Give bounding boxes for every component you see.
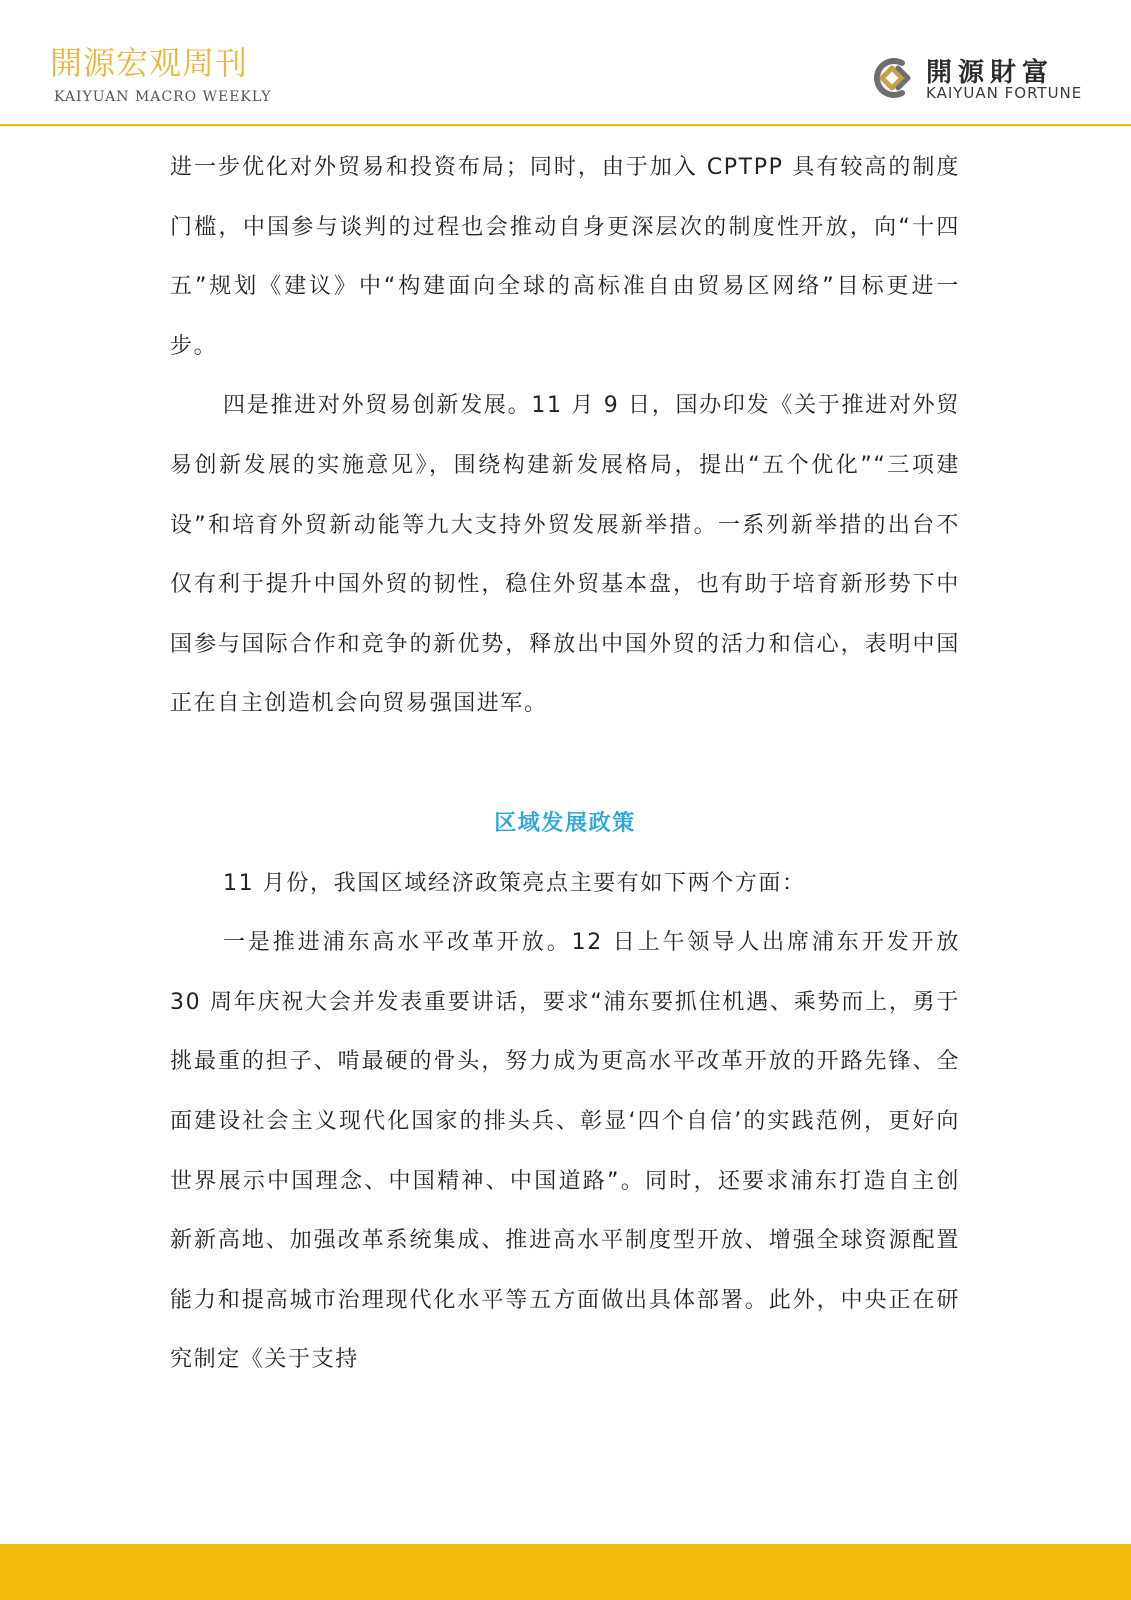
publication-subtitle: KAIYUAN MACRO WEEKLY bbox=[54, 89, 272, 105]
paragraph: 四是推进对外贸易创新发展。11 月 9 日，国办印发《关于推进对外贸易创新发展的实施意见》，围绕构建新发展格局，提出“五个优化”“三项建设”和培育外贸新动能等九大支持外贸发展新举措。一系列新举措的出台不仅有利于提升中国外贸的韧性，稳住外贸基本盘，也有助于培育新形势下中国参与国际合作和竞争的新优势，释放出中国外贸的活力和信心，表明中国正在自主创造机会向贸易强国进军。 bbox=[170, 393, 960, 717]
publication-title: 開源宏观周刊 bbox=[50, 44, 249, 82]
paragraph: 进一步优化对外贸易和投资布局；同时，由于加入 CPTPP 具有较高的制度门槛，中国参与谈判的过程也会推动自身更深层次的制度性开放，向“十四五”规划《建议》中“构建面向全球的高标准自由贸易区网络”目标更进一步。 bbox=[170, 155, 960, 359]
paragraph: 11 月份，我国区域经济政策亮点主要有如下两个方面： bbox=[223, 870, 806, 896]
logo-name-cn: 開源財富 bbox=[926, 58, 1055, 88]
document-body bbox=[170, 138, 960, 1390]
kaiyuan-logo-icon bbox=[868, 54, 916, 102]
section-title: 区域发展政策 bbox=[494, 810, 636, 836]
footer-bar bbox=[0, 1544, 1131, 1600]
header-divider bbox=[0, 124, 1131, 126]
brand-logo bbox=[868, 52, 1088, 104]
section-spacer bbox=[170, 734, 960, 794]
page-header bbox=[0, 0, 1131, 128]
logo-name-en: KAIYUAN FORTUNE bbox=[926, 84, 1083, 102]
paragraph: 一是推进浦东高水平改革开放。12 日上午领导人出席浦东开发开放 30 周年庆祝大会并发表重要讲话，要求“浦东要抓住机遇、乘势而上，勇于挑最重的担子、啃最硬的骨头，努力成为更高水平改革开放的开路先锋、全面建设社会主义现代化国家的排头兵、彰显‘四个自信’的实践范例，更好向世界展示中国理念、中国精神、中国道路”。同时，还要求浦东打造自主创新新高地、加强改革系统集成、推进高水平制度型开放、增强全球资源配置能力和提高城市治理现代化水平等五方面做出具体部署。此外，中央正在研究制定《关于支持 bbox=[170, 930, 960, 1373]
